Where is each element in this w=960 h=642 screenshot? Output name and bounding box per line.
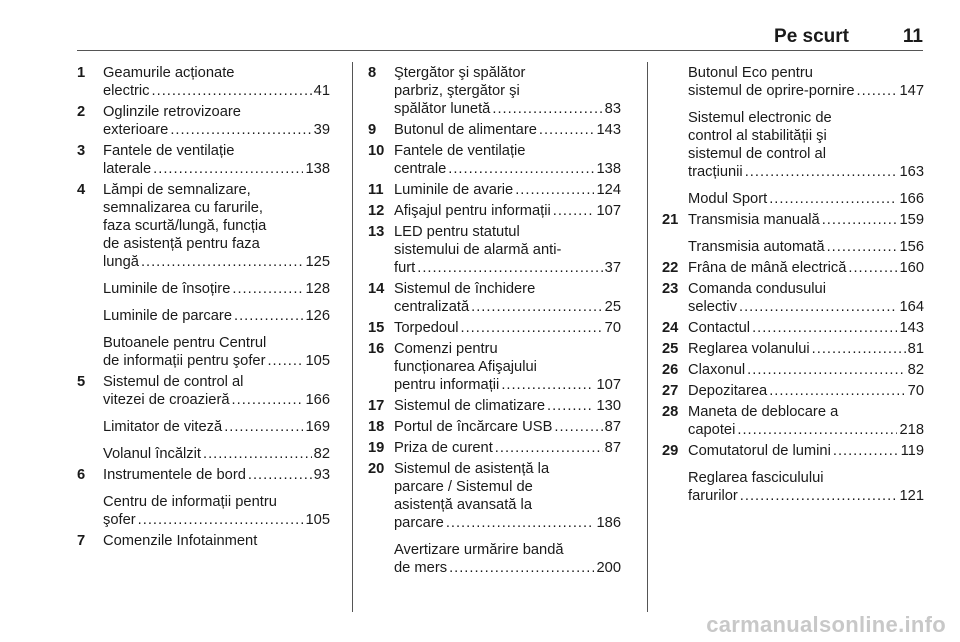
dot-leader	[449, 559, 594, 577]
entry-text: Ştergător şi spălător	[394, 65, 526, 81]
item-number: 3	[77, 143, 86, 159]
dot-leader	[769, 190, 897, 208]
dot-leader	[752, 319, 897, 337]
item-number: 7	[77, 533, 86, 549]
dot-leader	[769, 382, 905, 400]
dot-leader	[267, 352, 303, 370]
page-reference-link[interactable]: 166	[305, 392, 330, 408]
dot-leader	[417, 259, 602, 277]
dot-leader	[248, 466, 312, 484]
item-number: 12	[368, 203, 385, 219]
index-column-1	[77, 64, 330, 553]
page-reference-link[interactable]: 105	[305, 353, 330, 369]
page-reference-link[interactable]: 82	[313, 446, 330, 462]
entry-text: Comenzile Infotainment	[103, 533, 258, 549]
index-entry	[662, 238, 924, 256]
item-number: 8	[368, 65, 377, 81]
column-divider	[647, 62, 648, 612]
entry-text: centrale	[394, 161, 447, 177]
item-number: 17	[368, 398, 385, 414]
entry-text: LED pentru statutul	[394, 224, 520, 240]
dot-leader	[234, 307, 303, 325]
entry-text: de informații pentru şofer	[103, 353, 266, 369]
item-number: 24	[662, 320, 679, 336]
entry-text: Sistemul electronic de	[688, 110, 832, 126]
item-number: 16	[368, 341, 385, 357]
index-entry	[368, 121, 621, 139]
entry-text: farurilor	[688, 488, 738, 504]
page-reference-link[interactable]: 143	[596, 122, 621, 138]
page-reference-link[interactable]: 70	[604, 320, 621, 336]
entry-text: pentru informații	[394, 377, 500, 393]
page-reference-link[interactable]: 125	[305, 254, 330, 270]
index-entry	[662, 280, 924, 316]
item-number: 10	[368, 143, 385, 159]
entry-text: Reglarea fasciculului	[688, 470, 824, 486]
page-reference-link[interactable]: 186	[596, 515, 621, 531]
dot-leader	[141, 253, 304, 271]
item-number: 18	[368, 419, 385, 435]
page-reference-link[interactable]: 25	[604, 299, 621, 315]
index-entry	[77, 280, 330, 298]
dot-leader	[495, 439, 603, 457]
watermark: carmanualsonline.info	[706, 612, 946, 637]
page-reference-link[interactable]: 87	[604, 440, 621, 456]
index-column-3	[662, 64, 924, 508]
index-entry	[662, 319, 924, 337]
entry-text: laterale	[103, 161, 152, 177]
entry-text: funcționarea Afişajului	[394, 359, 537, 375]
index-entry	[368, 319, 621, 337]
page-number: 11	[902, 26, 923, 47]
index-entry	[77, 64, 330, 100]
index-entry	[662, 64, 924, 100]
entry-text: control al stabilității şi	[688, 128, 827, 144]
entry-text: Limitator de viteză	[103, 419, 223, 435]
dot-leader	[138, 511, 304, 529]
entry-text: Fantele de ventilație	[394, 143, 526, 159]
page-reference-link[interactable]: 81	[907, 341, 924, 357]
entry-text: sistemul de oprire-pornire	[688, 83, 855, 99]
dot-leader	[812, 340, 906, 358]
page-reference-link[interactable]: 138	[305, 161, 330, 177]
dot-leader	[471, 298, 603, 316]
index-entry	[77, 445, 330, 463]
index-entry	[77, 142, 330, 178]
entry-text: Oglinzile retrovizoare	[103, 104, 241, 120]
index-entry	[77, 466, 330, 484]
index-entry	[368, 181, 621, 199]
dot-leader	[153, 160, 303, 178]
dot-leader	[737, 421, 897, 439]
page-reference-link[interactable]: 93	[313, 467, 330, 483]
entry-text: Depozitarea	[688, 383, 768, 399]
index-entry	[368, 223, 621, 277]
page-reference-link[interactable]: 37	[604, 260, 621, 276]
entry-text: de asistență pentru faza	[103, 236, 260, 252]
entry-text: tracțiunii	[688, 164, 743, 180]
entry-text: Butonul de alimentare	[394, 122, 537, 138]
entry-text: Lămpi de semnalizare,	[103, 182, 251, 198]
item-number: 28	[662, 404, 679, 420]
entry-text: Modul Sport	[688, 191, 768, 207]
page-reference-link[interactable]: 159	[899, 212, 924, 228]
entry-text: Volanul încălzit	[103, 446, 201, 462]
item-number: 1	[77, 65, 86, 81]
entry-text: electric	[103, 83, 150, 99]
page-reference-link[interactable]: 166	[899, 191, 924, 207]
entry-text: Sistemul de climatizare	[394, 398, 546, 414]
index-entry	[662, 211, 924, 229]
index-entry	[368, 280, 621, 316]
dot-leader	[554, 418, 602, 436]
entry-text: semnalizarea cu farurile,	[103, 200, 263, 216]
item-number: 29	[662, 443, 679, 459]
item-number: 15	[368, 320, 385, 336]
entry-text: Luminile de avarie	[394, 182, 514, 198]
dot-leader	[833, 442, 899, 460]
index-entry	[368, 64, 621, 118]
dot-leader	[203, 445, 312, 463]
item-number: 11	[368, 182, 384, 198]
item-number: 27	[662, 383, 679, 399]
index-entry	[662, 259, 924, 277]
entry-text: Portul de încărcare USB	[394, 419, 553, 435]
entry-text: parcare	[394, 515, 444, 531]
entry-text: Reglarea volanului	[688, 341, 810, 357]
index-entry	[662, 403, 924, 439]
item-number: 26	[662, 362, 679, 378]
entry-text: Butonul Eco pentru	[688, 65, 813, 81]
page-reference-link[interactable]: 160	[899, 260, 924, 276]
index-entry	[77, 373, 330, 409]
index-entry	[662, 340, 924, 358]
item-number: 22	[662, 260, 679, 276]
page-reference-link[interactable]: 107	[596, 377, 621, 393]
entry-text: asistență avansată la	[394, 497, 532, 513]
index-entry	[662, 442, 924, 460]
page-reference-link[interactable]: 200	[596, 560, 621, 576]
index-entry	[662, 190, 924, 208]
page-reference-link[interactable]: 82	[907, 362, 924, 378]
dot-leader	[745, 163, 898, 181]
page-reference-link[interactable]: 83	[604, 101, 621, 117]
entry-text: şofer	[103, 512, 136, 528]
entry-text: Maneta de deblocare a	[688, 404, 839, 420]
page-reference-link[interactable]: 128	[305, 281, 330, 297]
index-entry	[77, 103, 330, 139]
item-number: 20	[368, 461, 385, 477]
entry-text: Frâna de mână electrică	[688, 260, 847, 276]
item-number: 13	[368, 224, 385, 240]
entry-text: Luminile de însoțire	[103, 281, 231, 297]
index-entry	[662, 382, 924, 400]
entry-text: Fantele de ventilație	[103, 143, 235, 159]
dot-leader	[170, 121, 311, 139]
index-entry	[662, 109, 924, 181]
dot-leader	[232, 280, 303, 298]
index-entry	[368, 418, 621, 436]
dot-leader	[515, 181, 594, 199]
index-entry	[368, 439, 621, 457]
dot-leader	[492, 100, 602, 118]
index-entry	[77, 493, 330, 529]
item-number: 21	[662, 212, 679, 228]
index-entry	[662, 361, 924, 379]
entry-text: Sistemul de închidere	[394, 281, 536, 297]
item-number: 9	[368, 122, 377, 138]
index-entry	[77, 307, 330, 325]
item-number: 6	[77, 467, 86, 483]
dot-leader	[547, 397, 594, 415]
page-reference-link[interactable]: 164	[899, 299, 924, 315]
entry-text: vitezei de croazieră	[103, 392, 230, 408]
entry-text: Transmisia automată	[688, 239, 825, 255]
dot-leader	[553, 202, 595, 220]
index-entry	[368, 460, 621, 532]
index-entry	[77, 334, 330, 370]
index-entry	[368, 202, 621, 220]
column-divider	[352, 62, 353, 612]
page-header	[77, 26, 923, 51]
entry-text: faza scurtă/lungă, funcția	[103, 218, 267, 234]
dot-leader	[224, 418, 303, 436]
page-reference-link[interactable]: 163	[899, 164, 924, 180]
entry-text: Claxonul	[688, 362, 746, 378]
dot-leader	[740, 487, 898, 505]
index-entry	[77, 532, 330, 550]
entry-text: Sistemul de control al	[103, 374, 244, 390]
dot-leader	[747, 361, 906, 379]
dot-leader	[857, 82, 898, 100]
entry-text: Sistemul de asistență la	[394, 461, 550, 477]
entry-text: sistemului de alarmă anti-	[394, 242, 562, 258]
index-entry	[77, 418, 330, 436]
dot-leader	[501, 376, 594, 394]
entry-text: de mers	[394, 560, 448, 576]
entry-text: Centru de informații pentru	[103, 494, 277, 510]
item-number: 25	[662, 341, 679, 357]
section-title: Pe scurt	[774, 26, 849, 47]
index-column-2	[368, 64, 621, 580]
dot-leader	[822, 211, 898, 229]
entry-text: capotei	[688, 422, 736, 438]
entry-text: sistemul de control al	[688, 146, 826, 162]
entry-text: parbriz, ştergător şi	[394, 83, 520, 99]
page-reference-link[interactable]: 105	[305, 512, 330, 528]
entry-text: Luminile de parcare	[103, 308, 232, 324]
dot-leader	[461, 319, 603, 337]
entry-text: Comenzi pentru	[394, 341, 498, 357]
dot-leader	[448, 160, 594, 178]
index-entry	[368, 541, 621, 577]
dot-leader	[539, 121, 595, 139]
entry-text: Priza de curent	[394, 440, 493, 456]
dot-leader	[739, 298, 898, 316]
page-reference-link[interactable]: 107	[596, 203, 621, 219]
index-entry	[368, 397, 621, 415]
item-number: 4	[77, 182, 86, 198]
entry-text: Butoanele pentru Centrul	[103, 335, 267, 351]
item-number: 19	[368, 440, 385, 456]
page-reference-link[interactable]: 121	[899, 488, 924, 504]
page-reference-link[interactable]: 87	[604, 419, 621, 435]
page-reference-link[interactable]: 41	[313, 83, 330, 99]
item-number: 2	[77, 104, 86, 120]
entry-text: lungă	[103, 254, 139, 270]
page-reference-link[interactable]: 156	[899, 239, 924, 255]
page-reference-link[interactable]: 124	[596, 182, 621, 198]
entry-text: Comutatorul de lumini	[688, 443, 831, 459]
entry-text: selectiv	[688, 299, 737, 315]
page-reference-link[interactable]: 70	[907, 383, 924, 399]
entry-text: Contactul	[688, 320, 751, 336]
dot-leader	[848, 259, 897, 277]
entry-text: exterioare	[103, 122, 169, 138]
dot-leader	[152, 82, 312, 100]
page-reference-link[interactable]: 130	[596, 398, 621, 414]
index-entry	[662, 469, 924, 505]
page-reference-link[interactable]: 143	[899, 320, 924, 336]
page-reference-link[interactable]: 126	[305, 308, 330, 324]
item-number: 23	[662, 281, 679, 297]
entry-text: Torpedoul	[394, 320, 459, 336]
entry-text: parcare / Sistemul de	[394, 479, 533, 495]
page-reference-link[interactable]: 119	[900, 443, 924, 459]
entry-text: Transmisia manuală	[688, 212, 820, 228]
entry-text: Afişajul pentru informații	[394, 203, 551, 219]
entry-text: Avertizare urmărire bandă	[394, 542, 564, 558]
item-number: 14	[368, 281, 385, 297]
page-reference-link[interactable]: 169	[305, 419, 330, 435]
entry-text: centralizată	[394, 299, 470, 315]
dot-leader	[827, 238, 898, 256]
item-number: 5	[77, 374, 86, 390]
entry-text: Instrumentele de bord	[103, 467, 246, 483]
page-reference-link[interactable]: 39	[313, 122, 330, 138]
page-reference-link[interactable]: 218	[899, 422, 924, 438]
index-entry	[368, 340, 621, 394]
entry-text: spălător lunetă	[394, 101, 491, 117]
dot-leader	[232, 391, 304, 409]
index-entry	[77, 181, 330, 271]
index-entry	[368, 142, 621, 178]
entry-text: Comanda condusului	[688, 281, 826, 297]
page-reference-link[interactable]: 138	[596, 161, 621, 177]
entry-text: Geamurile acționate	[103, 65, 235, 81]
entry-text: furt	[394, 260, 416, 276]
page-reference-link[interactable]: 147	[899, 83, 924, 99]
dot-leader	[446, 514, 595, 532]
